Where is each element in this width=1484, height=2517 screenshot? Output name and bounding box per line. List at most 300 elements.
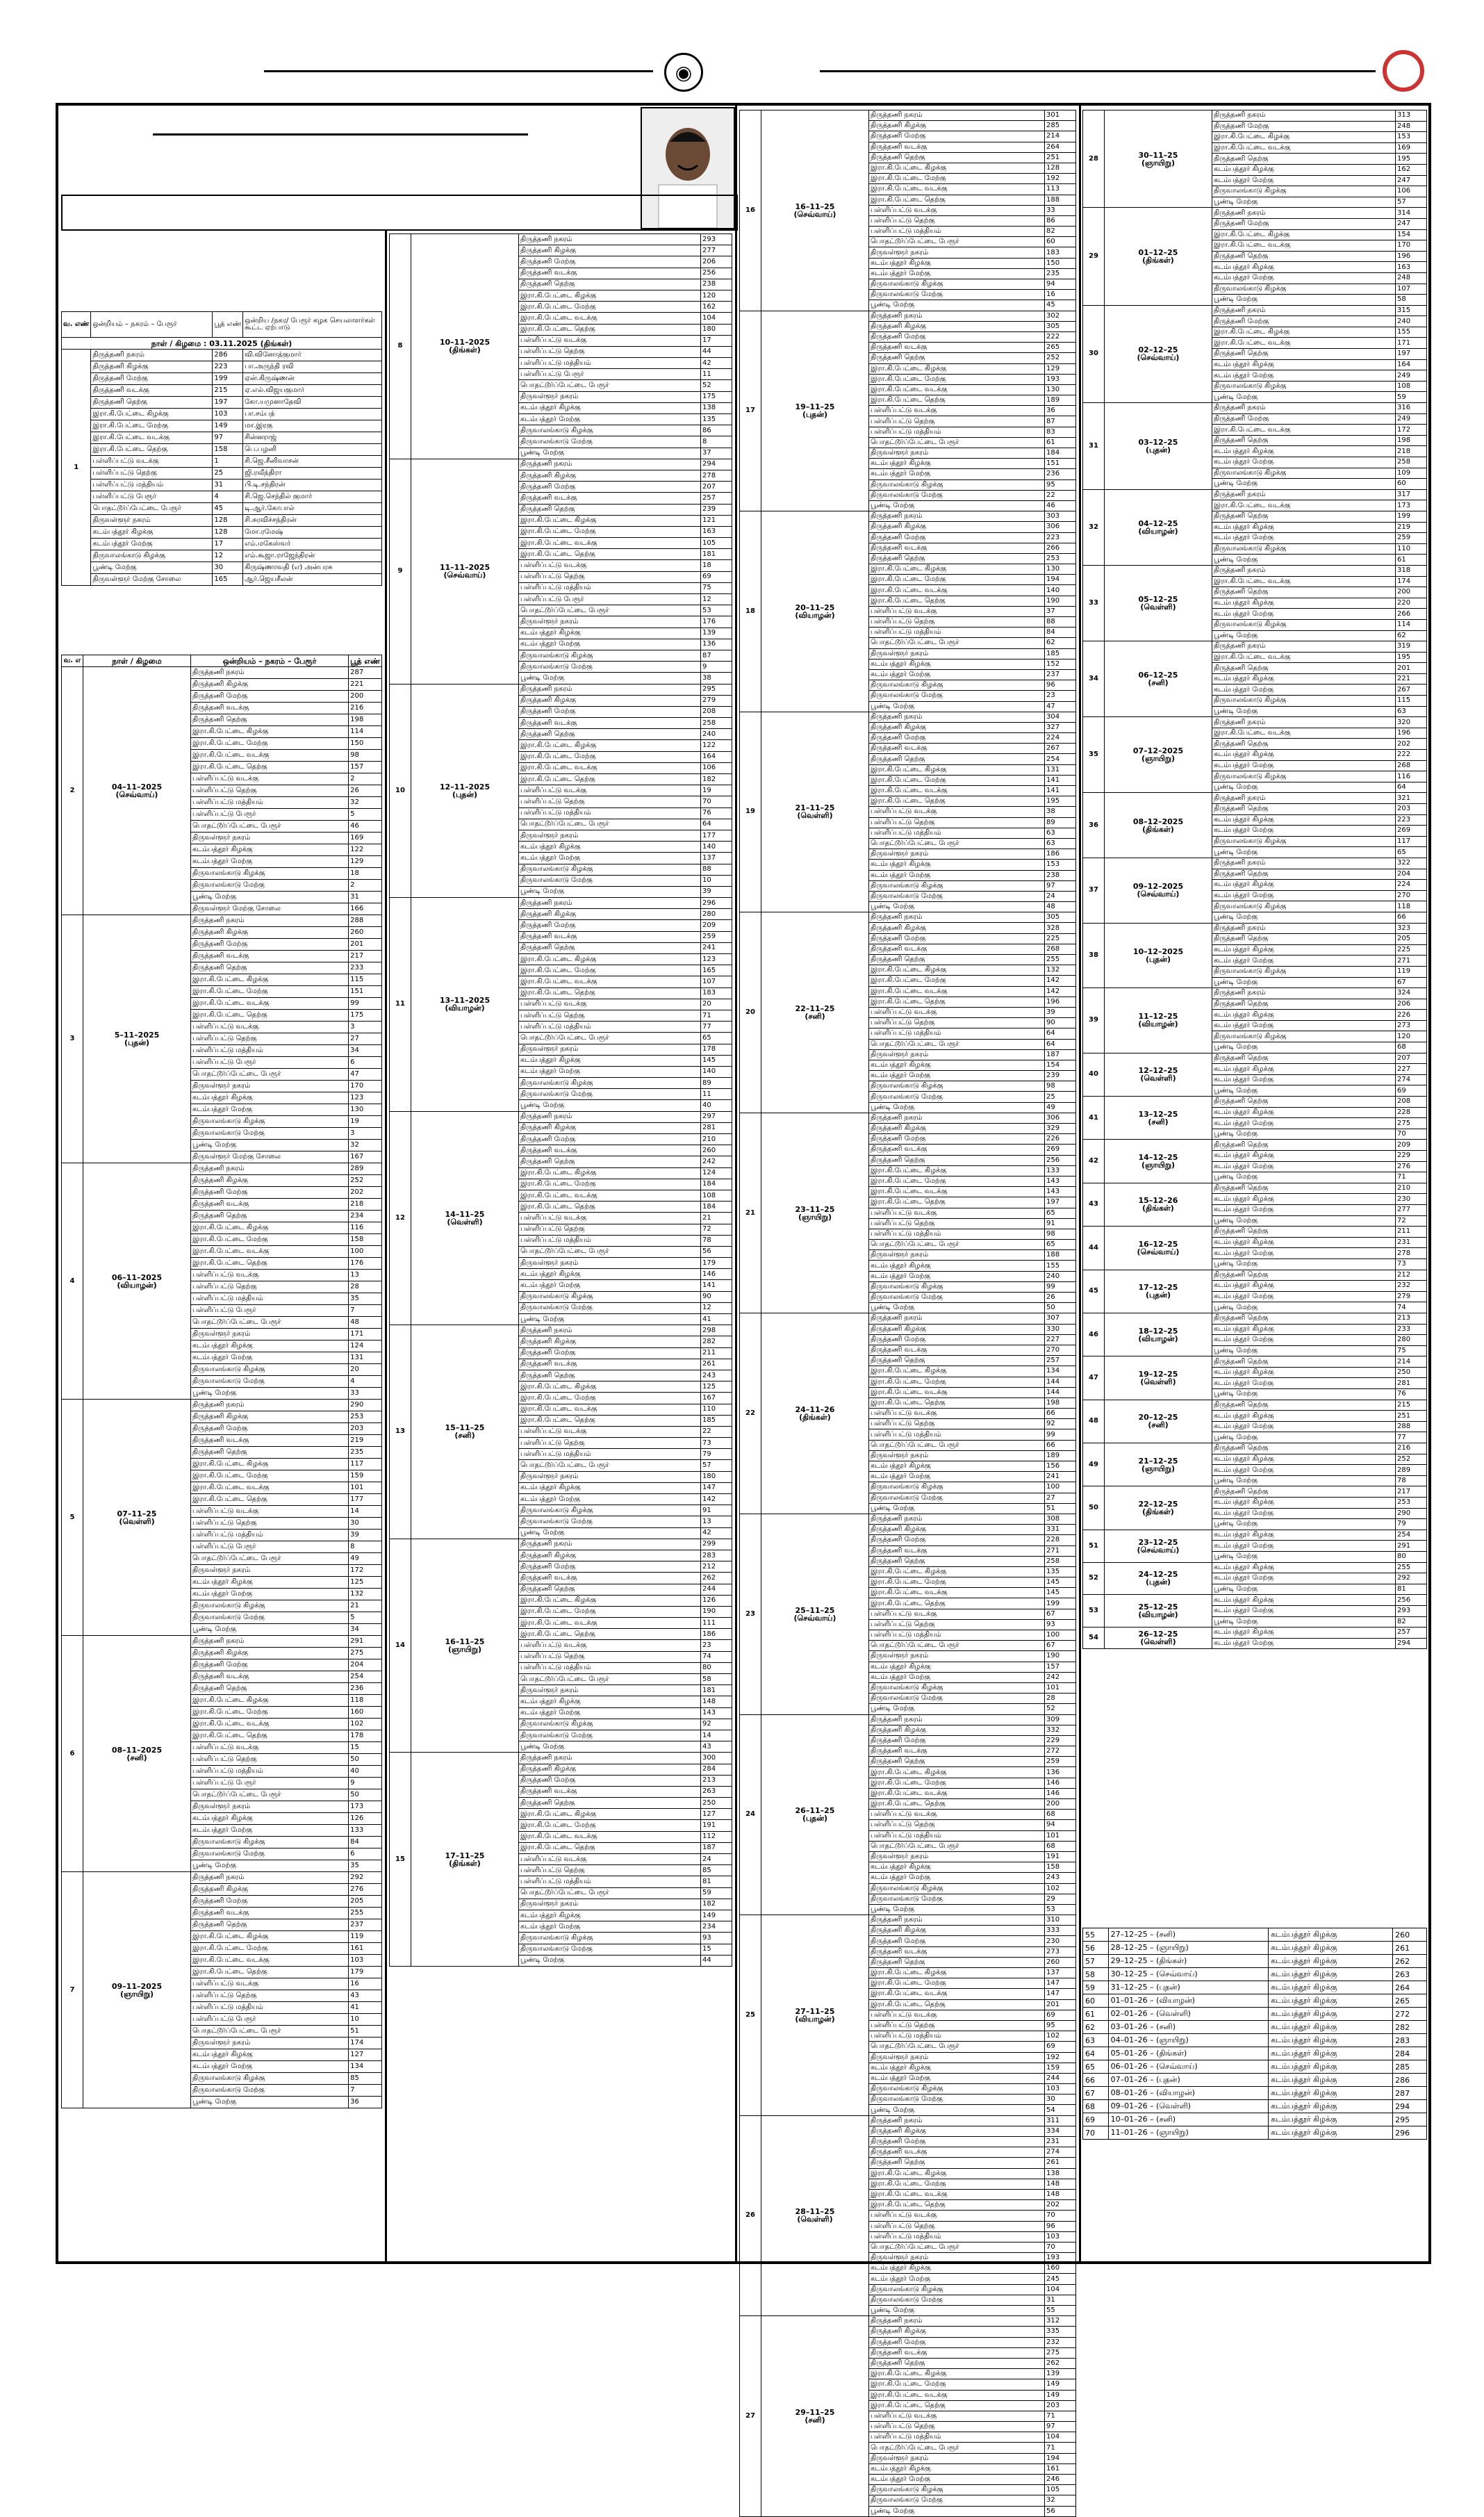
union-name: கடம்பத்தூர் கிழக்கு [1269, 2008, 1393, 2021]
union-name: இரா.கி.பேட்டை கிழக்கு [869, 1165, 1045, 1176]
final-row [1083, 2047, 1427, 2060]
union-name: திருவாலங்காடு மேற்கு [191, 1612, 349, 1624]
union-name: இரா.கி.பேட்டை கிழக்கு [519, 740, 701, 751]
group-no: 28 [1083, 110, 1105, 208]
union-name: பள்ளிப்பட்டு தெற்கு [191, 1990, 349, 2002]
union-name: கடம்பத்தூர் கிழக்கு [1269, 2034, 1393, 2047]
union-name: திருத்தணி மேற்கு [191, 939, 349, 951]
union-name: திருத்தணி தெற்கு [869, 1957, 1045, 1967]
group-date [761, 110, 869, 311]
booth-number: 126 [701, 1595, 732, 1606]
union-name: திருத்தணி கிழக்கு [519, 695, 701, 706]
day-text: (செவ்வாய்) [1137, 889, 1180, 899]
union-name: திருத்தணி தெற்கு [519, 729, 701, 740]
booth-number: 95 [1045, 2020, 1076, 2031]
union-name: பொதட்டூர்ப்பேட்டை பேரூர் [869, 2443, 1045, 2453]
booth-number: 236 [1045, 469, 1076, 479]
leader-row [62, 409, 382, 420]
booth-number: 275 [1045, 2347, 1076, 2358]
booth-number: 160 [1045, 2263, 1076, 2274]
booth-number: 233 [1396, 1324, 1427, 1335]
union-name: இரா.கி.பேட்டை தெற்கு [869, 596, 1045, 606]
booth-number: 259 [1045, 1757, 1076, 1767]
booth-number: 205 [349, 1896, 382, 1908]
booth-number: 48 [1045, 902, 1076, 912]
booth-number: 152 [1045, 659, 1076, 669]
booth-number: 77 [701, 1022, 732, 1033]
booth-number: 289 [349, 1163, 382, 1175]
date-text: 24–11–26 [795, 1405, 835, 1415]
booth-number: 258 [701, 718, 732, 729]
union-name: திருவள்ளூர் நகரம் [519, 1471, 701, 1482]
group-no: 31 [1083, 403, 1105, 490]
union-name: பள்ளிப்பட்டு தெற்கு [519, 1865, 701, 1876]
booth-number: 234 [701, 1921, 732, 1933]
booth-number: 140 [701, 1066, 732, 1077]
booth-number: 184 [701, 1202, 732, 1213]
union-name: திருவாலங்காடு மேற்கு [191, 880, 349, 892]
booth-number: 83 [1045, 427, 1076, 437]
schedule-row [1083, 1140, 1427, 1151]
leader-row [62, 361, 382, 373]
booth-number: 127 [701, 1809, 732, 1820]
schedule-row [740, 110, 1076, 121]
booth-number: 243 [1045, 1873, 1076, 1883]
booth-number: 119 [349, 1931, 382, 1943]
union-name: திருவாலங்காடு கிழக்கு [1212, 966, 1396, 977]
union-name: கடம்பத்தூர் கிழக்கு [1212, 1324, 1396, 1335]
union-name: இரா.கி.பேட்டை வடக்கு [191, 1246, 349, 1258]
booth-number: 262 [1393, 1955, 1427, 1968]
union-name: கடம்பத்தூர் மேற்கு [1212, 272, 1396, 284]
group-no: 18 [740, 511, 761, 712]
booth-number: 103 [213, 409, 243, 420]
booth-number: 284 [1393, 2047, 1427, 2060]
booth-number: 287 [349, 667, 382, 679]
union-name: திருவள்ளூர் நகரம் [519, 1044, 701, 1055]
booth-number: 91 [701, 1505, 732, 1516]
union-name: பள்ளிப்பட்டு மத்தியம் [519, 1449, 701, 1460]
booth-number: 159 [349, 1470, 382, 1482]
union-name: கடம்பத்தூர் மேற்கு [1212, 1020, 1396, 1031]
union-name: கடம்பத்தூர் மேற்கு [1212, 1638, 1396, 1649]
booth-number: 309 [1045, 1714, 1076, 1725]
union-name: திருத்தணி வடக்கு [869, 1145, 1045, 1155]
booth-number: 203 [349, 1423, 382, 1435]
union-name: கடம்பத்தூர் கிழக்கு [1269, 2126, 1393, 2140]
union-name: திருத்தணி தெற்கு [869, 353, 1045, 363]
booth-number: 151 [1045, 459, 1076, 469]
booth-number: 286 [1393, 2074, 1427, 2087]
booth-number: 213 [701, 1775, 732, 1786]
union-name: திருத்தணி தெற்கு [1212, 1313, 1396, 1324]
group-date [83, 1400, 191, 1636]
booth-number: 130 [1045, 384, 1076, 395]
union-name: பூண்டி மேற்கு [1212, 1172, 1396, 1183]
union-name: திருத்தணி தெற்கு [1212, 739, 1396, 750]
booth-number: 244 [701, 1584, 732, 1595]
union-name: பள்ளிப்பட்டு வடக்கு [869, 205, 1045, 215]
union-name: திருத்தணி நகரம் [869, 110, 1045, 121]
leader-row [62, 574, 382, 586]
booth-number: 85 [349, 2073, 382, 2085]
union-name: பூண்டி மேற்கு [1212, 1302, 1396, 1313]
group-no: 37 [1083, 858, 1105, 923]
group-no: 20 [740, 912, 761, 1113]
union-name: திருவாலங்காடு மேற்கு [869, 490, 1045, 500]
booth-number: 201 [349, 939, 382, 951]
union-name: திருத்தணி மேற்கு [869, 331, 1045, 342]
booth-number: 257 [701, 493, 732, 504]
booth-number: 30 [1045, 2094, 1076, 2105]
booth-number: 101 [1045, 1682, 1076, 1693]
schedule-row [1083, 1595, 1427, 1606]
schedule-row [390, 1753, 732, 1764]
booth-number: 80 [701, 1662, 732, 1673]
union-name: பள்ளிப்பட்டு தெற்கு [869, 617, 1045, 628]
group-date: 04–01–26 – (ஞாயிறு) [1108, 2034, 1268, 2047]
booth-number: 2 [349, 773, 382, 785]
booth-number: 294 [701, 459, 732, 470]
group-date [1105, 1140, 1212, 1183]
booth-number: 295 [1393, 2113, 1427, 2126]
booth-number: 154 [1045, 1060, 1076, 1070]
union-name: திருத்தணி மேற்கு [1212, 316, 1396, 327]
booth-number: 66 [1045, 1440, 1076, 1450]
booth-number: 137 [1045, 1968, 1076, 1978]
day-text: (செவ்வாய்) [793, 1613, 836, 1623]
union-name: திருத்தணி தெற்கு [191, 1919, 349, 1931]
booth-number: 232 [1396, 1281, 1427, 1292]
group-no: 13 [390, 1325, 411, 1539]
union-name: கடம்பத்தூர் கிழக்கு [1212, 1498, 1396, 1509]
group-no: 54 [1083, 1628, 1105, 1649]
union-name: திருத்தணி கிழக்கு [869, 1324, 1045, 1334]
leader-row [62, 503, 382, 515]
union-name: திருத்தணி நகரம் [91, 350, 213, 361]
booth-number: 143 [1045, 1176, 1076, 1186]
booth-number: 203 [1396, 804, 1427, 815]
union-name: இரா.கி.பேட்டை கிழக்கு [869, 2369, 1045, 2379]
union-name: கடம்பத்தூர் கிழக்கு [191, 1341, 349, 1352]
booth-number: 177 [349, 1494, 382, 1506]
booth-number: 63 [1045, 838, 1076, 848]
union-name: கடம்பத்தூர் மேற்கு [191, 1825, 349, 1837]
day-text: (திங்கள்) [1142, 1507, 1174, 1517]
booth-number: 131 [1045, 764, 1076, 775]
union-name: திருத்தணி கிழக்கு [519, 1550, 701, 1561]
booth-number: 190 [701, 1606, 732, 1617]
union-name: இரா.கி.பேட்டை வடக்கு [191, 1955, 349, 1967]
leader-row [62, 479, 382, 491]
date-text: 04–11–2025 [111, 782, 163, 792]
leader-name: எம்.மகேஸ்வர் [243, 539, 382, 550]
group-no: 36 [1083, 793, 1105, 858]
day-text: (ஞாயிறு) [1141, 1161, 1176, 1170]
booth-number: 68 [1045, 1841, 1076, 1851]
union-name: திருவள்ளூர் நகரம் [519, 616, 701, 628]
booth-number: 120 [1396, 1031, 1427, 1042]
union-name: பள்ளிப்பட்டு மத்தியம் [191, 1293, 349, 1305]
group-date: 11–01–26 – (ஞாயிறு) [1108, 2126, 1268, 2140]
booth-number: 189 [1045, 395, 1076, 406]
union-name: இரா.கி.பேட்டை வடக்கு [1212, 338, 1396, 349]
leader-name: ஏ.எல்.விஜயகுமார் [243, 385, 382, 397]
union-name: திருவள்ளூர் நகரம் [869, 849, 1045, 860]
union-name: பள்ளிப்பட்டு தெற்கு [519, 1224, 701, 1235]
union-name: திருவாலங்காடு மேற்கு [191, 1376, 349, 1388]
union-name: திருத்தணி தெற்கு [1212, 1227, 1396, 1238]
union-name: இரா.கி.பேட்டை வடக்கு [91, 432, 213, 444]
union-name: திருத்தணி மேற்கு [519, 1775, 701, 1786]
booth-number: 73 [701, 1438, 732, 1449]
booth-number: 115 [1396, 696, 1427, 707]
day-text: (திங்கள்) [449, 345, 481, 355]
booth-number: 160 [349, 1707, 382, 1719]
union-name: கடம்பத்தூர் மேற்கு [869, 268, 1045, 279]
day-text: (சனி) [1148, 678, 1169, 688]
group-no: 35 [1083, 717, 1105, 793]
booth-number: 127 [349, 2049, 382, 2061]
group-date [1105, 110, 1212, 208]
union-name: இரா.கி.பேட்டை வடக்கு [869, 2189, 1045, 2199]
union-name: கடம்பத்தூர் மேற்கு [869, 2073, 1045, 2083]
union-name: திருத்தணி தெற்கு [519, 504, 701, 515]
group-date [1105, 1097, 1212, 1140]
union-name: கடம்பத்தூர் கிழக்கு [869, 659, 1045, 669]
booth-number: 67 [1045, 1641, 1076, 1651]
booth-number: 204 [349, 1659, 382, 1671]
union-name: பூண்டி மேற்கு [1212, 977, 1396, 988]
union-name: கடம்பத்தூர் கிழக்கு [1212, 1530, 1396, 1541]
schedule-table [739, 110, 1076, 2517]
union-name: இரா.கி.பேட்டை வடக்கு [191, 998, 349, 1010]
booth-number: 247 [1396, 218, 1427, 229]
booth-number: 17 [701, 335, 732, 346]
union-name: பொதட்டூர்ப்பேட்டை பேரூர் [191, 1789, 349, 1801]
group-no: 59 [1083, 1981, 1109, 1994]
union-name: திருத்தணி தெற்கு [1212, 1097, 1396, 1108]
booth-number: 60 [1045, 237, 1076, 247]
booth-number: 233 [349, 962, 382, 974]
union-name: பள்ளிப்பட்டு பேரூர் [91, 491, 213, 503]
union-name: திருவாலங்காடு கிழக்கு [869, 2485, 1045, 2495]
booth-number: 61 [1045, 437, 1076, 448]
booth-number: 260 [701, 1145, 732, 1156]
booth-number: 76 [1396, 1389, 1427, 1400]
schedule-row [1083, 489, 1427, 500]
union-name: பொதட்டூர்ப்பேட்டை பேரூர் [869, 2042, 1045, 2052]
booth-number: 136 [701, 639, 732, 650]
booth-number: 182 [701, 1899, 732, 1910]
union-name: கடம்பத்தூர் மேற்கு [1212, 826, 1396, 837]
union-name: திருவாலங்காடு மேற்கு [869, 1293, 1045, 1303]
booth-number: 146 [701, 1269, 732, 1280]
booth-number: 57 [701, 1460, 732, 1471]
union-name: திருத்தணி தெற்கு [869, 1757, 1045, 1767]
booth-number: 207 [701, 482, 732, 493]
union-name: திருத்தணி கிழக்கு [191, 679, 349, 691]
booth-number: 70 [1396, 1129, 1427, 1140]
union-name: திருத்தணி மேற்கு [91, 373, 213, 385]
group-no: 51 [1083, 1530, 1105, 1562]
group-no: 1 [62, 350, 91, 586]
booth-number: 310 [1045, 1915, 1076, 1926]
union-name: திருத்தணி நகரம் [869, 511, 1045, 522]
booth-number: 85 [701, 1865, 732, 1876]
union-name: பள்ளிப்பட்டு மத்தியம் [191, 1530, 349, 1541]
booth-number: 219 [349, 1435, 382, 1447]
booth-number: 254 [349, 1671, 382, 1683]
booth-number: 242 [1045, 1672, 1076, 1682]
group-date: 02–01–26 – (வெள்ளி) [1108, 2008, 1268, 2021]
leader-row [62, 550, 382, 562]
booth-number: 316 [1396, 403, 1427, 414]
booth-number: 125 [701, 1382, 732, 1393]
union-name: திருத்தணி வடக்கு [519, 1786, 701, 1797]
booth-number: 191 [701, 1820, 732, 1831]
booth-number: 279 [1396, 1291, 1427, 1302]
union-name: பள்ளிப்பட்டு மத்தியம் [869, 1630, 1045, 1641]
group-no: 2 [62, 667, 83, 915]
booth-number: 150 [349, 738, 382, 750]
group-date [761, 1915, 869, 2116]
union-name: கடம்பத்தூர் மேற்கு [519, 1707, 701, 1719]
booth-number: 162 [701, 302, 732, 313]
union-name: திருவாலங்காடு கிழக்கு [869, 279, 1045, 290]
header-booth: பூத் எண் [349, 655, 382, 667]
booth-number: 217 [1396, 1486, 1427, 1498]
union-name: திருத்தணி நகரம் [191, 915, 349, 927]
group-no: 58 [1083, 1968, 1109, 1981]
union-name: திருத்தணி தெற்கு [869, 1356, 1045, 1366]
union-name: திருத்தணி வடக்கு [191, 1435, 349, 1447]
booth-number: 21 [349, 1600, 382, 1612]
booth-number: 158 [1045, 1862, 1076, 1873]
union-name: திருத்தணி நகரம் [1212, 208, 1396, 219]
booth-number: 3 [349, 1022, 382, 1033]
booth-number: 253 [349, 1411, 382, 1423]
date-text: 28–11–25 [795, 2207, 835, 2217]
booth-number: 317 [1396, 489, 1427, 500]
booth-number: 37 [1045, 606, 1076, 616]
booth-number: 35 [349, 1860, 382, 1872]
union-name: பள்ளிப்பட்டு வடக்கு [519, 1426, 701, 1437]
leader-name: மா.இரகு [243, 420, 382, 432]
day-text: (வியாழன்) [445, 1003, 485, 1013]
booth-number: 149 [1045, 2379, 1076, 2390]
booth-number: 121 [701, 515, 732, 526]
union-name: இரா.கி.பேட்டை வடக்கு [519, 313, 701, 324]
union-name: இரா.கி.பேட்டை வடக்கு [519, 762, 701, 773]
union-name: கடம்பத்தூர் கிழக்கு [1269, 2047, 1393, 2060]
booth-number: 92 [1045, 1419, 1076, 1429]
day-text: (வெள்ளி) [1140, 1074, 1176, 1083]
booth-number: 261 [1045, 2158, 1076, 2168]
union-name: இரா.கி.பேட்டை கிழக்கு [519, 954, 701, 965]
booth-number: 195 [1396, 652, 1427, 663]
booth-number: 162 [1396, 164, 1427, 175]
union-name: பள்ளிப்பட்டு தெற்கு [869, 1619, 1045, 1630]
union-name: திருவள்ளூர் நகரம் [869, 1651, 1045, 1662]
union-name: கடம்பத்தூர் கிழக்கு [191, 844, 349, 856]
schedule-row [740, 712, 1076, 722]
schedule-row [1083, 403, 1427, 414]
booth-number: 3 [349, 1128, 382, 1140]
booth-number: 69 [701, 571, 732, 582]
booth-number: 319 [1396, 641, 1427, 653]
group-no: 26 [740, 2115, 761, 2316]
date-text: 10–12–2025 [1132, 946, 1184, 956]
booth-number: 40 [701, 1100, 732, 1111]
union-name: பொதட்டூர்ப்பேட்டை பேரூர் [869, 1240, 1045, 1250]
union-name: திருவாலங்காடு கிழக்கு [519, 425, 701, 436]
booth-number: 245 [1045, 2274, 1076, 2284]
booth-number: 268 [1045, 944, 1076, 954]
group-date [1105, 403, 1212, 490]
schedule-row [62, 667, 382, 679]
booth-number: 291 [349, 1636, 382, 1648]
union-name: கடம்பத்தூர் கிழக்கு [1212, 1151, 1396, 1162]
booth-number: 252 [1045, 353, 1076, 363]
booth-number: 105 [1045, 2485, 1076, 2495]
union-name: திருவாலங்காடு மேற்கு [519, 1089, 701, 1100]
union-name: கடம்பத்தூர் மேற்கு [1212, 1508, 1396, 1519]
booth-number: 49 [349, 1553, 382, 1565]
union-name: திருத்தணி வடக்கு [869, 744, 1045, 754]
booth-number: 153 [1045, 860, 1076, 870]
booth-number: 258 [1045, 1556, 1076, 1566]
union-name: பள்ளிப்பட்டு மத்தியம் [191, 1045, 349, 1057]
booth-number: 223 [1045, 532, 1076, 543]
date-text: 15–11–25 [445, 1423, 485, 1433]
group-date [1105, 1486, 1212, 1530]
union-name: பொதட்டூர்ப்பேட்டை பேரூர் [519, 605, 701, 616]
final-row [1083, 2008, 1427, 2021]
union-name: திருத்தணி வடக்கு [519, 493, 701, 504]
union-name: பூண்டி மேற்கு [191, 1860, 349, 1872]
booth-number: 217 [349, 951, 382, 962]
booth-number: 328 [1045, 923, 1076, 933]
union-name: பூண்டி மேற்கு [1212, 479, 1396, 490]
booth-number: 318 [1396, 565, 1427, 576]
booth-number: 110 [1396, 543, 1427, 555]
booth-number: 260 [1045, 1957, 1076, 1967]
booth-number: 132 [349, 1589, 382, 1600]
booth-number: 114 [349, 726, 382, 738]
union-name: திருவாலங்காடு கிழக்கு [1212, 543, 1396, 555]
union-name: திருத்தணி மேற்கு [1212, 218, 1396, 229]
group-no: 3 [62, 915, 83, 1163]
booth-number: 216 [349, 703, 382, 714]
day-text: (புதன்) [124, 1038, 150, 1047]
booth-number: 183 [1045, 247, 1076, 258]
union-name: திருத்தணி வடக்கு [869, 1546, 1045, 1556]
leader-name: வி.வினோத்குமார் [243, 350, 382, 361]
final-row [1083, 2126, 1427, 2140]
group-date [1105, 489, 1212, 565]
union-name: கடம்பத்தூர் மேற்கு [519, 1280, 701, 1291]
union-name: கடம்பத்தூர் மேற்கு [1212, 1248, 1396, 1259]
union-name: கடம்பத்தூர் மேற்கு [869, 1672, 1045, 1682]
union-name: இரா.கி.பேட்டை கிழக்கு [519, 1809, 701, 1820]
booth-number: 275 [1396, 1118, 1427, 1129]
booth-number: 190 [1045, 596, 1076, 606]
booth-number: 90 [1045, 1018, 1076, 1028]
booth-number: 256 [1045, 1155, 1076, 1165]
union-name: திருவாலங்காடு மேற்கு [869, 290, 1045, 300]
booth-number: 113 [1045, 184, 1076, 195]
